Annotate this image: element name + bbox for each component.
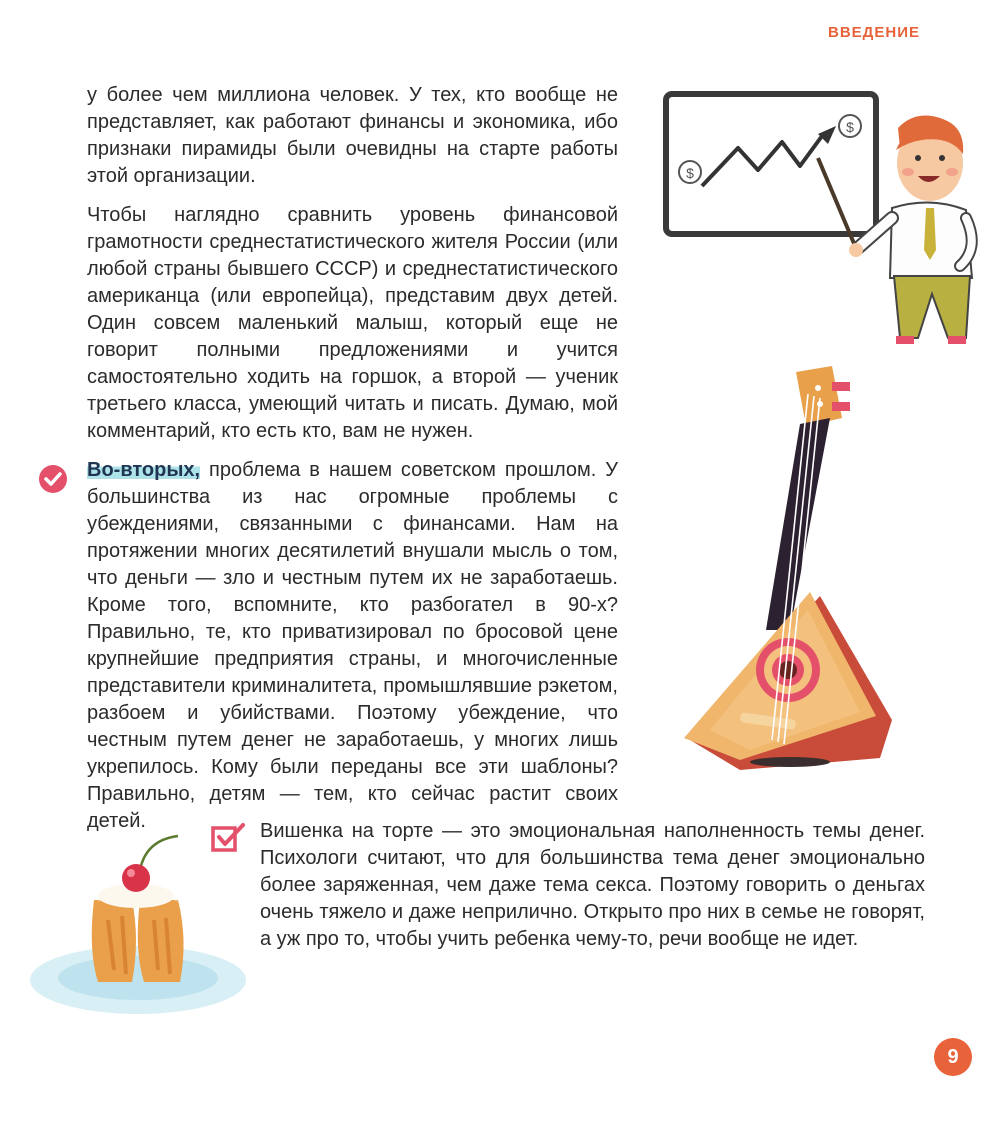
paragraph-2: Чтобы наглядно сравнить уровень финансовой грамотности среднестатистического жителя России (или любой страны бывшего СССР) и среднестатистического американца (или европейца), представим двух детей. Один совсем маленький малыш, который еще не говорит полными предложениями и учится самостоятельно ходить на горшок, а второй — ученик третьего класса, умеющий читать и писать. Думаю, мой комментарий, кто есть кто, вам не нужен. [87, 204, 618, 442]
highlight-lead: Во-вторых, [87, 459, 201, 481]
section-title: ВВЕДЕНИЕ [828, 24, 920, 41]
paragraph-1: у более чем миллиона человек. У тех, кто вообще не представляет, как работают финансы и экономика, ибо признаки пирамиды были очевидны на старте работы этой организации. [87, 84, 618, 187]
dollar-coin-right: $ [846, 119, 854, 135]
paragraph-3 [87, 457, 618, 835]
paragraph-3-text: проблема в нашем советском прошлом. У большинства из нас огромные проблемы с убеждениями, связанными с финансами. Нам на протяжении многих десятилетий внушали мысль о том, что деньги — зло и честным путем их не заработаешь. Кроме того, вспомните, кто разбогател в 90-х? Правильно, те, кто приватизировал по бросовой цене крупнейшие предприятия страны, и многочисленные представители криминалитета, промышлявшие рэкетом, разбоем и убийствами. Поэтому убеждение, что честным путем денег не заработаешь, у многих лишь укрепилось. Кому были переданы все эти шаблоны? Правильно, детям — тем, кто сейчас растит своих детей. [87, 459, 618, 832]
page-number-badge: 9 [934, 1038, 972, 1076]
cake-with-cherry-illustration [28, 830, 248, 1020]
balalaika-illustration [680, 360, 900, 770]
check-circle-icon [38, 464, 68, 494]
dollar-coin-left: $ [686, 165, 694, 181]
boy-presenting-chart-illustration [660, 88, 980, 353]
paragraph-4: Вишенка на торте — это эмоциональная наполненность темы денег. Психологи считают, что для большинства тема денег эмоционально более заряженная, чем даже тема секса. Поэтому говорить о деньгах очень тяжело и даже неприлично. Открыто про них в семье не говорят, а уж про то, чтобы учить ребенка чему-то, речи вообще не идет. [260, 820, 925, 950]
